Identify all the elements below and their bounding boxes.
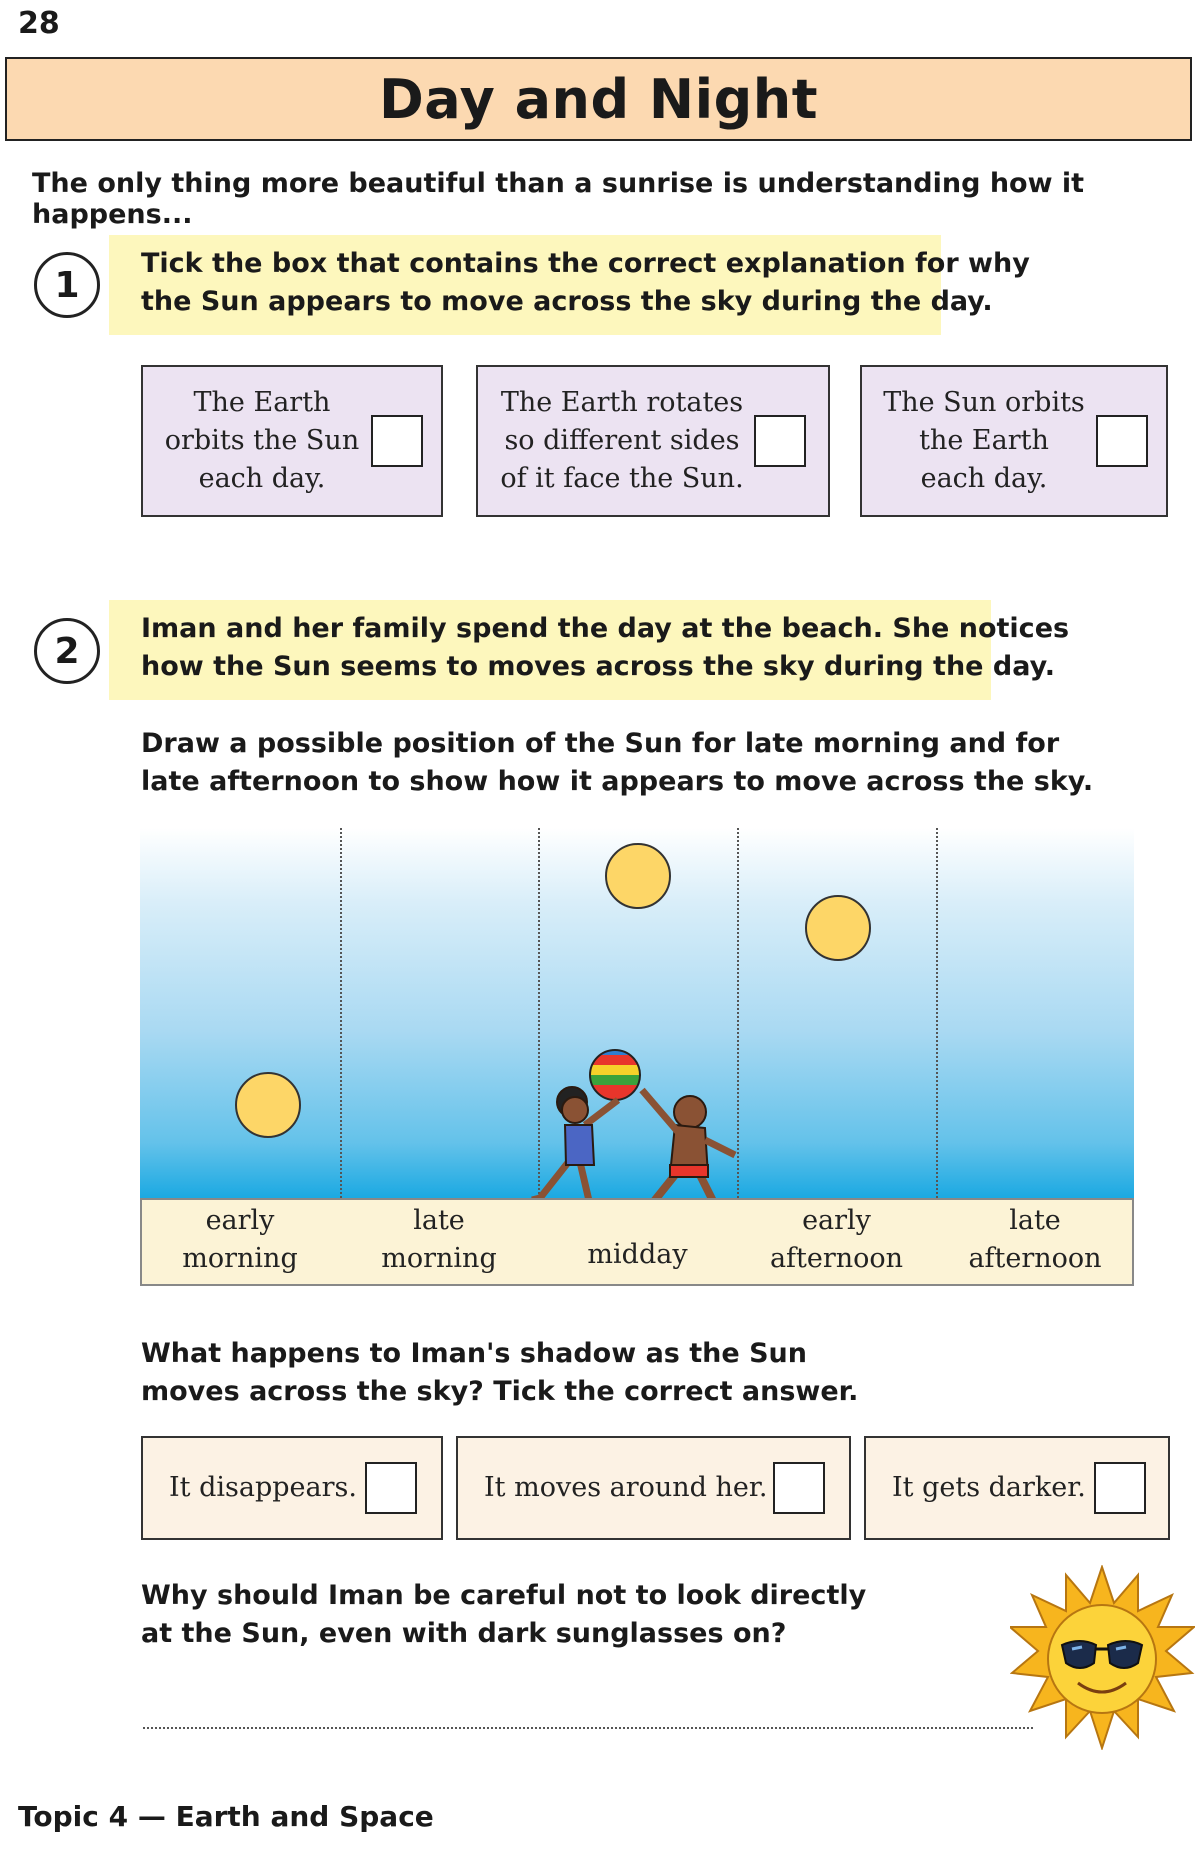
q1-option-earth-orbits <box>141 365 443 517</box>
time-line: afternoon <box>769 1243 904 1274</box>
question-2-prompt <box>109 600 1070 700</box>
prompt-line: Iman and her family spend the day at the beach. She notices <box>141 613 1070 644</box>
instruction-line: Draw a possible position of the Sun for late morning and for <box>141 728 1060 759</box>
question-line: at the Sun, even with dark sunglasses on? <box>141 1618 787 1649</box>
time-line: afternoon <box>968 1243 1102 1274</box>
tick-box[interactable] <box>365 1462 417 1514</box>
shadow-option-gets-darker <box>864 1436 1170 1540</box>
drawing-instruction <box>141 725 1093 801</box>
q1-option-earth-rotates <box>476 365 830 517</box>
tick-box[interactable] <box>371 415 423 467</box>
prompt-line: the Sun appears to move across the sky during the day. <box>141 286 993 317</box>
instruction-line: late afternoon to show how it appears to move across the sky. <box>141 766 1094 797</box>
option-line: each day. <box>920 463 1048 494</box>
option-text: It moves around her. <box>484 1472 768 1503</box>
option-text: It gets darker. <box>892 1472 1086 1503</box>
time-line: early <box>205 1205 275 1236</box>
title-banner <box>5 57 1192 141</box>
shadow-option-moves-around <box>456 1436 851 1540</box>
option-line: The Earth <box>193 387 331 418</box>
time-line: morning <box>381 1243 497 1274</box>
option-line: the Earth <box>919 425 1049 456</box>
question-2-number: 2 <box>34 618 100 684</box>
sun-early-morning <box>235 1072 301 1138</box>
prompt-line: Tick the box that contains the correct explanation for why <box>141 248 1030 279</box>
tick-box[interactable] <box>754 415 806 467</box>
answer-line[interactable] <box>143 1727 1033 1729</box>
q1-option-sun-orbits <box>860 365 1168 517</box>
time-label-early-afternoon <box>737 1202 936 1278</box>
option-line: each day. <box>198 463 326 494</box>
option-line: The Earth rotates <box>500 387 744 418</box>
safety-question <box>141 1577 866 1653</box>
time-line: late <box>1009 1205 1061 1236</box>
page-title: Day and Night <box>378 67 819 131</box>
sun-sunglasses-icon <box>1010 1565 1195 1750</box>
shadow-option-disappears <box>141 1436 443 1540</box>
footer-topic: Topic 4 — Earth and Space <box>18 1800 434 1833</box>
beach-ball-icon <box>585 1045 645 1100</box>
question-line: What happens to Iman's shadow as the Sun <box>141 1338 807 1369</box>
option-text <box>872 384 1096 498</box>
sun-early-afternoon <box>805 895 871 961</box>
option-line: of it face the Sun. <box>500 463 744 494</box>
question-line: moves across the sky? Tick the correct answer. <box>141 1376 859 1407</box>
shadow-question <box>141 1335 858 1411</box>
question-1-prompt <box>109 235 1030 335</box>
page-number: 28 <box>18 6 60 41</box>
tick-box[interactable] <box>1094 1462 1146 1514</box>
intro-text: The only thing more beautiful than a sunrise is understanding how it happens... <box>32 168 1085 230</box>
time-line: early <box>802 1205 871 1236</box>
option-line: orbits the Sun <box>164 425 360 456</box>
tick-box[interactable] <box>773 1462 825 1514</box>
child-boy <box>642 1090 735 1215</box>
child-girl <box>532 1087 618 1208</box>
question-1-number: 1 <box>34 252 100 318</box>
prompt-line: how the Sun seems to moves across the sky during the day. <box>141 651 1055 682</box>
option-text <box>153 384 371 498</box>
option-text <box>490 384 754 498</box>
time-label-late-morning <box>340 1202 538 1278</box>
option-line: so different sides <box>504 425 740 456</box>
time-label-late-afternoon <box>936 1202 1134 1278</box>
time-line: morning <box>182 1243 298 1274</box>
option-line: The Sun orbits <box>883 387 1085 418</box>
sun-midday <box>605 843 671 909</box>
tick-box[interactable] <box>1096 415 1148 467</box>
option-text: It disappears. <box>169 1472 357 1503</box>
question-line: Why should Iman be careful not to look directly <box>141 1580 867 1611</box>
time-line: late <box>413 1205 465 1236</box>
time-line: midday <box>587 1239 688 1270</box>
time-label-midday <box>538 1236 737 1274</box>
time-label-early-morning <box>140 1202 340 1278</box>
